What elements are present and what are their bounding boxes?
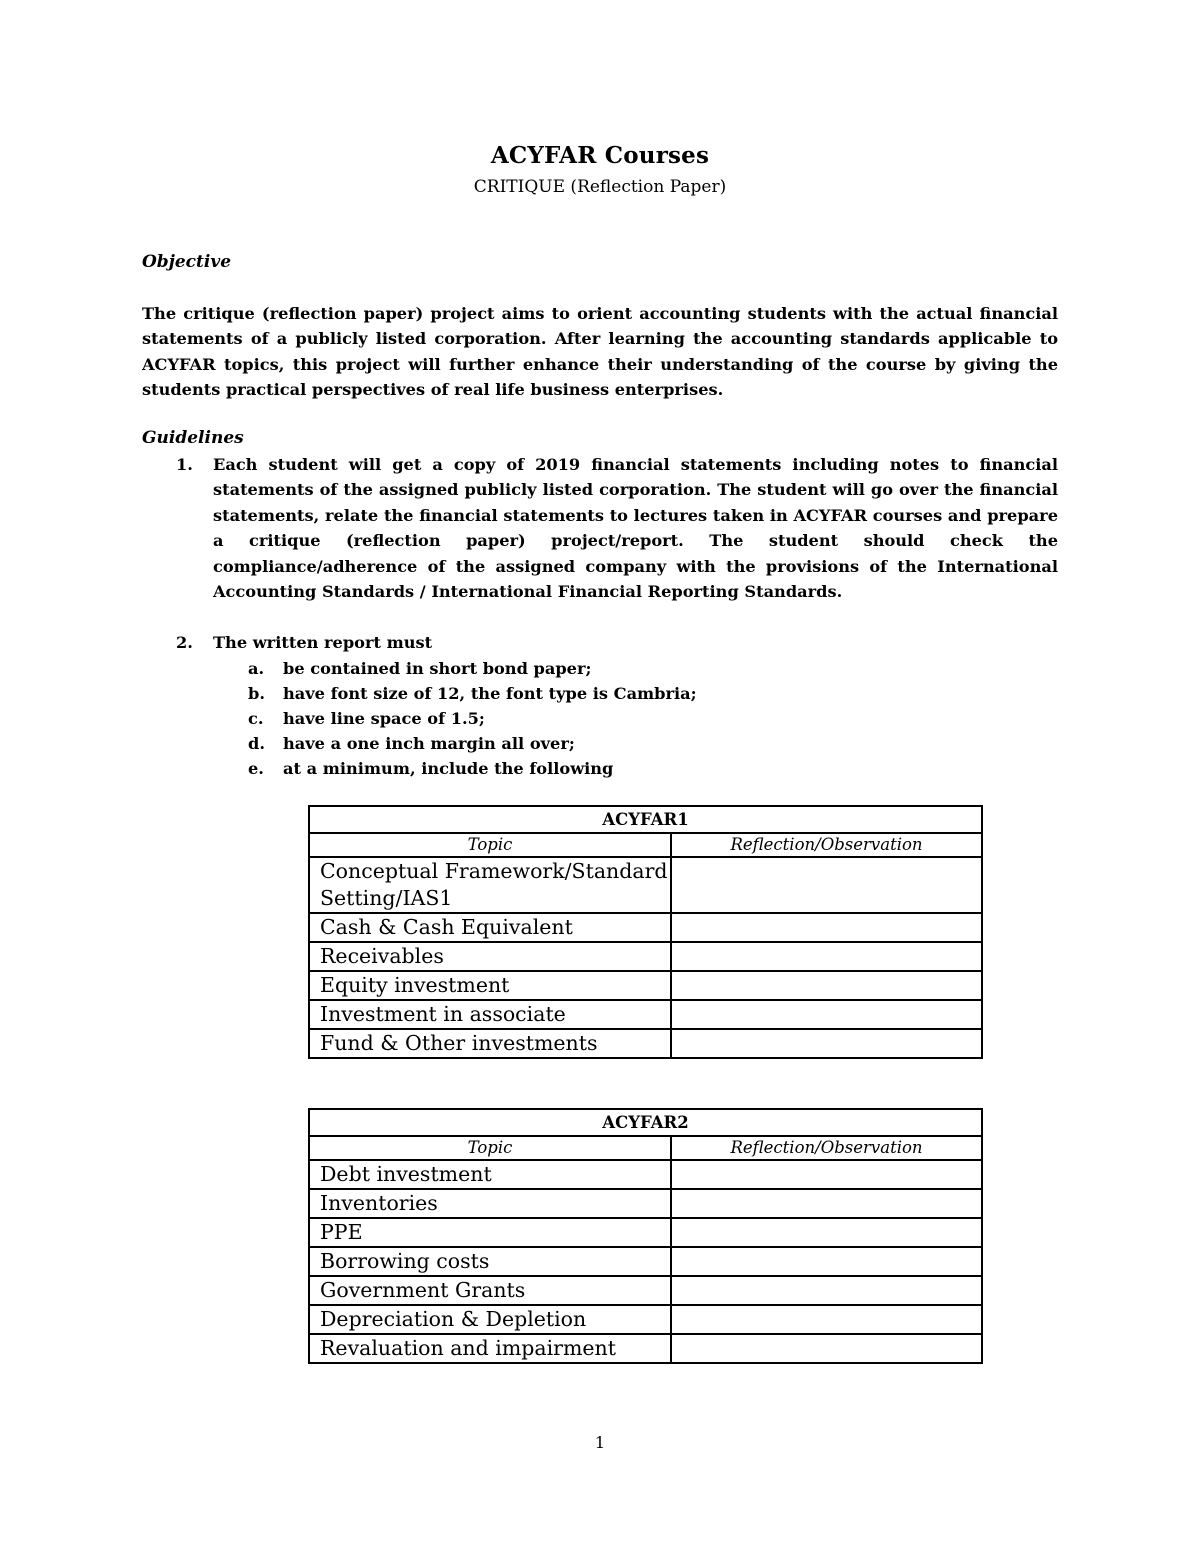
reflection-cell (671, 1305, 982, 1334)
table-row (309, 1334, 982, 1363)
table-row (309, 1000, 982, 1029)
reflection-cell (671, 1247, 982, 1276)
reflection-cell (671, 1000, 982, 1029)
topic-cell: Investment in associate (309, 1000, 671, 1029)
objective-heading: Objective (142, 252, 232, 272)
table-caption: ACYFAR2 (309, 1109, 982, 1136)
topic-cell: Debt investment (309, 1160, 671, 1189)
column-header-topic: Topic (309, 833, 671, 857)
topic-cell: Revaluation and impairment (309, 1334, 671, 1363)
acyfar2-table (308, 1108, 983, 1364)
list-item (142, 706, 1058, 731)
guideline-number: 1. (176, 455, 193, 474)
list-letter: e. (248, 759, 264, 778)
list-letter: d. (248, 734, 265, 753)
reflection-cell (671, 1218, 982, 1247)
reflection-cell (671, 971, 982, 1000)
reflection-cell (671, 942, 982, 971)
list-letter: a. (248, 659, 265, 678)
guideline-item-1 (142, 452, 1058, 604)
list-text: be contained in short bond paper; (283, 659, 592, 678)
reflection-cell (671, 1334, 982, 1363)
report-requirements-list (142, 656, 1058, 781)
acyfar1-table (308, 805, 983, 1059)
table-row (309, 1218, 982, 1247)
guideline-number: 2. (176, 633, 193, 652)
list-text: have a one inch margin all over; (283, 734, 575, 753)
document-title: ACYFAR Courses (490, 142, 710, 169)
guidelines-heading: Guidelines (142, 428, 244, 448)
topic-cell: Fund & Other investments (309, 1029, 671, 1058)
reflection-cell (671, 1029, 982, 1058)
document-subtitle: CRITIQUE (Reflection Paper) (473, 177, 727, 197)
column-header-reflection: Reflection/Observation (671, 1136, 982, 1160)
page-number: 1 (594, 1433, 606, 1452)
column-header-reflection: Reflection/Observation (671, 833, 982, 857)
table-row (309, 1305, 982, 1334)
table-row (309, 1189, 982, 1218)
reflection-cell (671, 1189, 982, 1218)
reflection-cell (671, 913, 982, 942)
list-letter: c. (248, 709, 264, 728)
list-item (142, 756, 1058, 781)
topic-cell: Depreciation & Depletion (309, 1305, 671, 1334)
table-row (309, 942, 982, 971)
list-text: at a minimum, include the following (283, 759, 614, 778)
topic-cell: Borrowing costs (309, 1247, 671, 1276)
topic-cell: Cash & Cash Equivalent (309, 913, 671, 942)
list-text: have line space of 1.5; (283, 709, 485, 728)
list-item (142, 731, 1058, 756)
objective-paragraph: The critique (reflection paper) project aims to orient accounting students with the actual financial statements of a publicly listed corporation. After learning the accounting standards applicable to ACYFAR topics, this project will further enhance their understanding of the course by giving the students practical perspectives of real life business enterprises. (142, 304, 1058, 400)
list-item (142, 681, 1058, 706)
table-caption: ACYFAR1 (309, 806, 982, 833)
table-row (309, 1160, 982, 1189)
reflection-cell (671, 857, 982, 913)
guideline-item-2 (142, 630, 1058, 656)
topic-cell: Receivables (309, 942, 671, 971)
reflection-cell (671, 1276, 982, 1305)
guideline-text: Each student will get a copy of 2019 financial statements including notes to financial statements of the assigned publicly listed corporation. The student will go over the financial statements, relate the financial statements to lectures taken in ACYFAR courses and prepare a critique (reflection paper) project/report. The student should check the compliance/adherence of the assigned company with the provisions of the International Accounting Standards / International Financial Reporting Standards. (213, 455, 1058, 602)
reflection-cell (671, 1160, 982, 1189)
column-header-topic: Topic (309, 1136, 671, 1160)
guideline-text: The written report must (213, 633, 433, 652)
table-row (309, 1276, 982, 1305)
table-row (309, 913, 982, 942)
table-row (309, 857, 982, 913)
table-row (309, 1247, 982, 1276)
table-row (309, 971, 982, 1000)
topic-cell: Government Grants (309, 1276, 671, 1305)
topic-cell: PPE (309, 1218, 671, 1247)
topic-cell: Conceptual Framework/Standard Setting/IAS1 (309, 857, 671, 913)
list-text: have font size of 12, the font type is Cambria; (283, 684, 697, 703)
list-item (142, 656, 1058, 681)
topic-cell: Equity investment (309, 971, 671, 1000)
list-letter: b. (248, 684, 265, 703)
table-row (309, 1029, 982, 1058)
topic-cell: Inventories (309, 1189, 671, 1218)
